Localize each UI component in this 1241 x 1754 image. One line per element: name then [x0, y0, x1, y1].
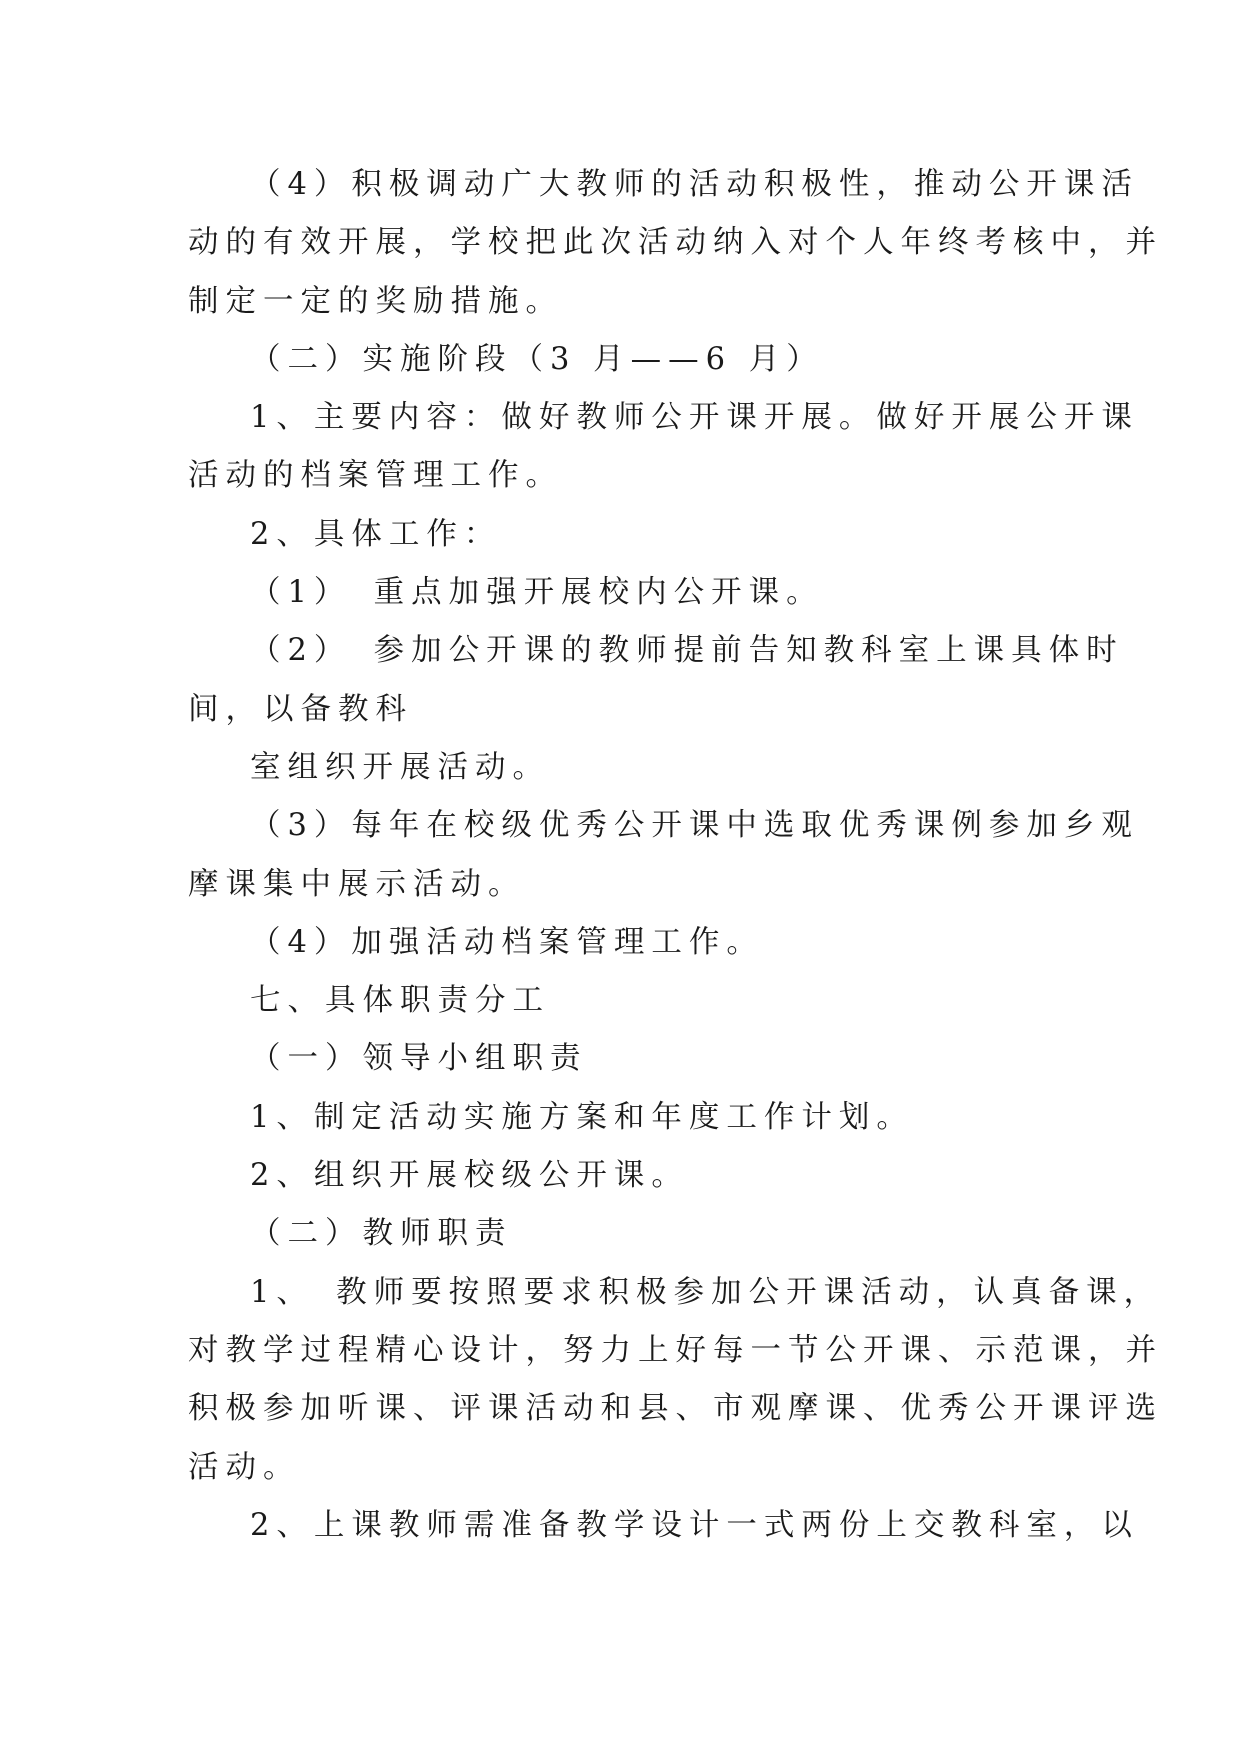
paragraph-line: 1、主要内容：做好教师公开课开展。做好开展公开课 — [250, 400, 1139, 436]
paragraph-line: 2、具体工作： — [250, 516, 502, 552]
list-item: （2） 参加公开课的教师提前告知教科室上课具体时 — [250, 633, 1124, 669]
section-heading: （二）实施阶段（3 月——6 月） — [250, 341, 824, 377]
paragraph-line: 活动。 — [188, 1449, 301, 1485]
paragraph-line: 室组织开展活动。 — [250, 749, 550, 785]
list-item: （3）每年在校级优秀公开课中选取优秀课例参加乡观 — [250, 808, 1139, 844]
list-item: （4）加强活动档案管理工作。 — [250, 924, 764, 960]
list-item: 1、 教师要按照要求积极参加公开课活动，认真备课， — [250, 1274, 1162, 1310]
list-item: 1、制定活动实施方案和年度工作计划。 — [250, 1099, 914, 1135]
paragraph-line: 制定一定的奖励措施。 — [188, 283, 563, 319]
section-heading: （一）领导小组职责 — [250, 1041, 588, 1077]
list-item: 2、上课教师需准备教学设计一式两份上交教科室，以 — [250, 1507, 1139, 1543]
paragraph-line: 摩课集中展示活动。 — [188, 866, 526, 902]
paragraph-line: 动的有效开展，学校把此次活动纳入对个人年终考核中，并 — [188, 225, 1163, 261]
list-item: 2、组织开展校级公开课。 — [250, 1158, 689, 1194]
paragraph-line: 对教学过程精心设计，努力上好每一节公开课、示范课，并 — [188, 1332, 1163, 1368]
document-body — [188, 156, 1163, 1555]
section-heading: （二）教师职责 — [250, 1216, 513, 1252]
list-item: （1） 重点加强开展校内公开课。 — [250, 575, 824, 611]
paragraph-line: （4）积极调动广大教师的活动积极性，推动公开课活 — [250, 167, 1139, 202]
paragraph-line: 积极参加听课、评课活动和县、市观摩课、优秀公开课评选 — [188, 1391, 1163, 1427]
paragraph-line: 间，以备教科 — [188, 691, 413, 727]
paragraph-line: 活动的档案管理工作。 — [188, 458, 563, 494]
section-heading: 七、具体职责分工 — [250, 983, 550, 1019]
